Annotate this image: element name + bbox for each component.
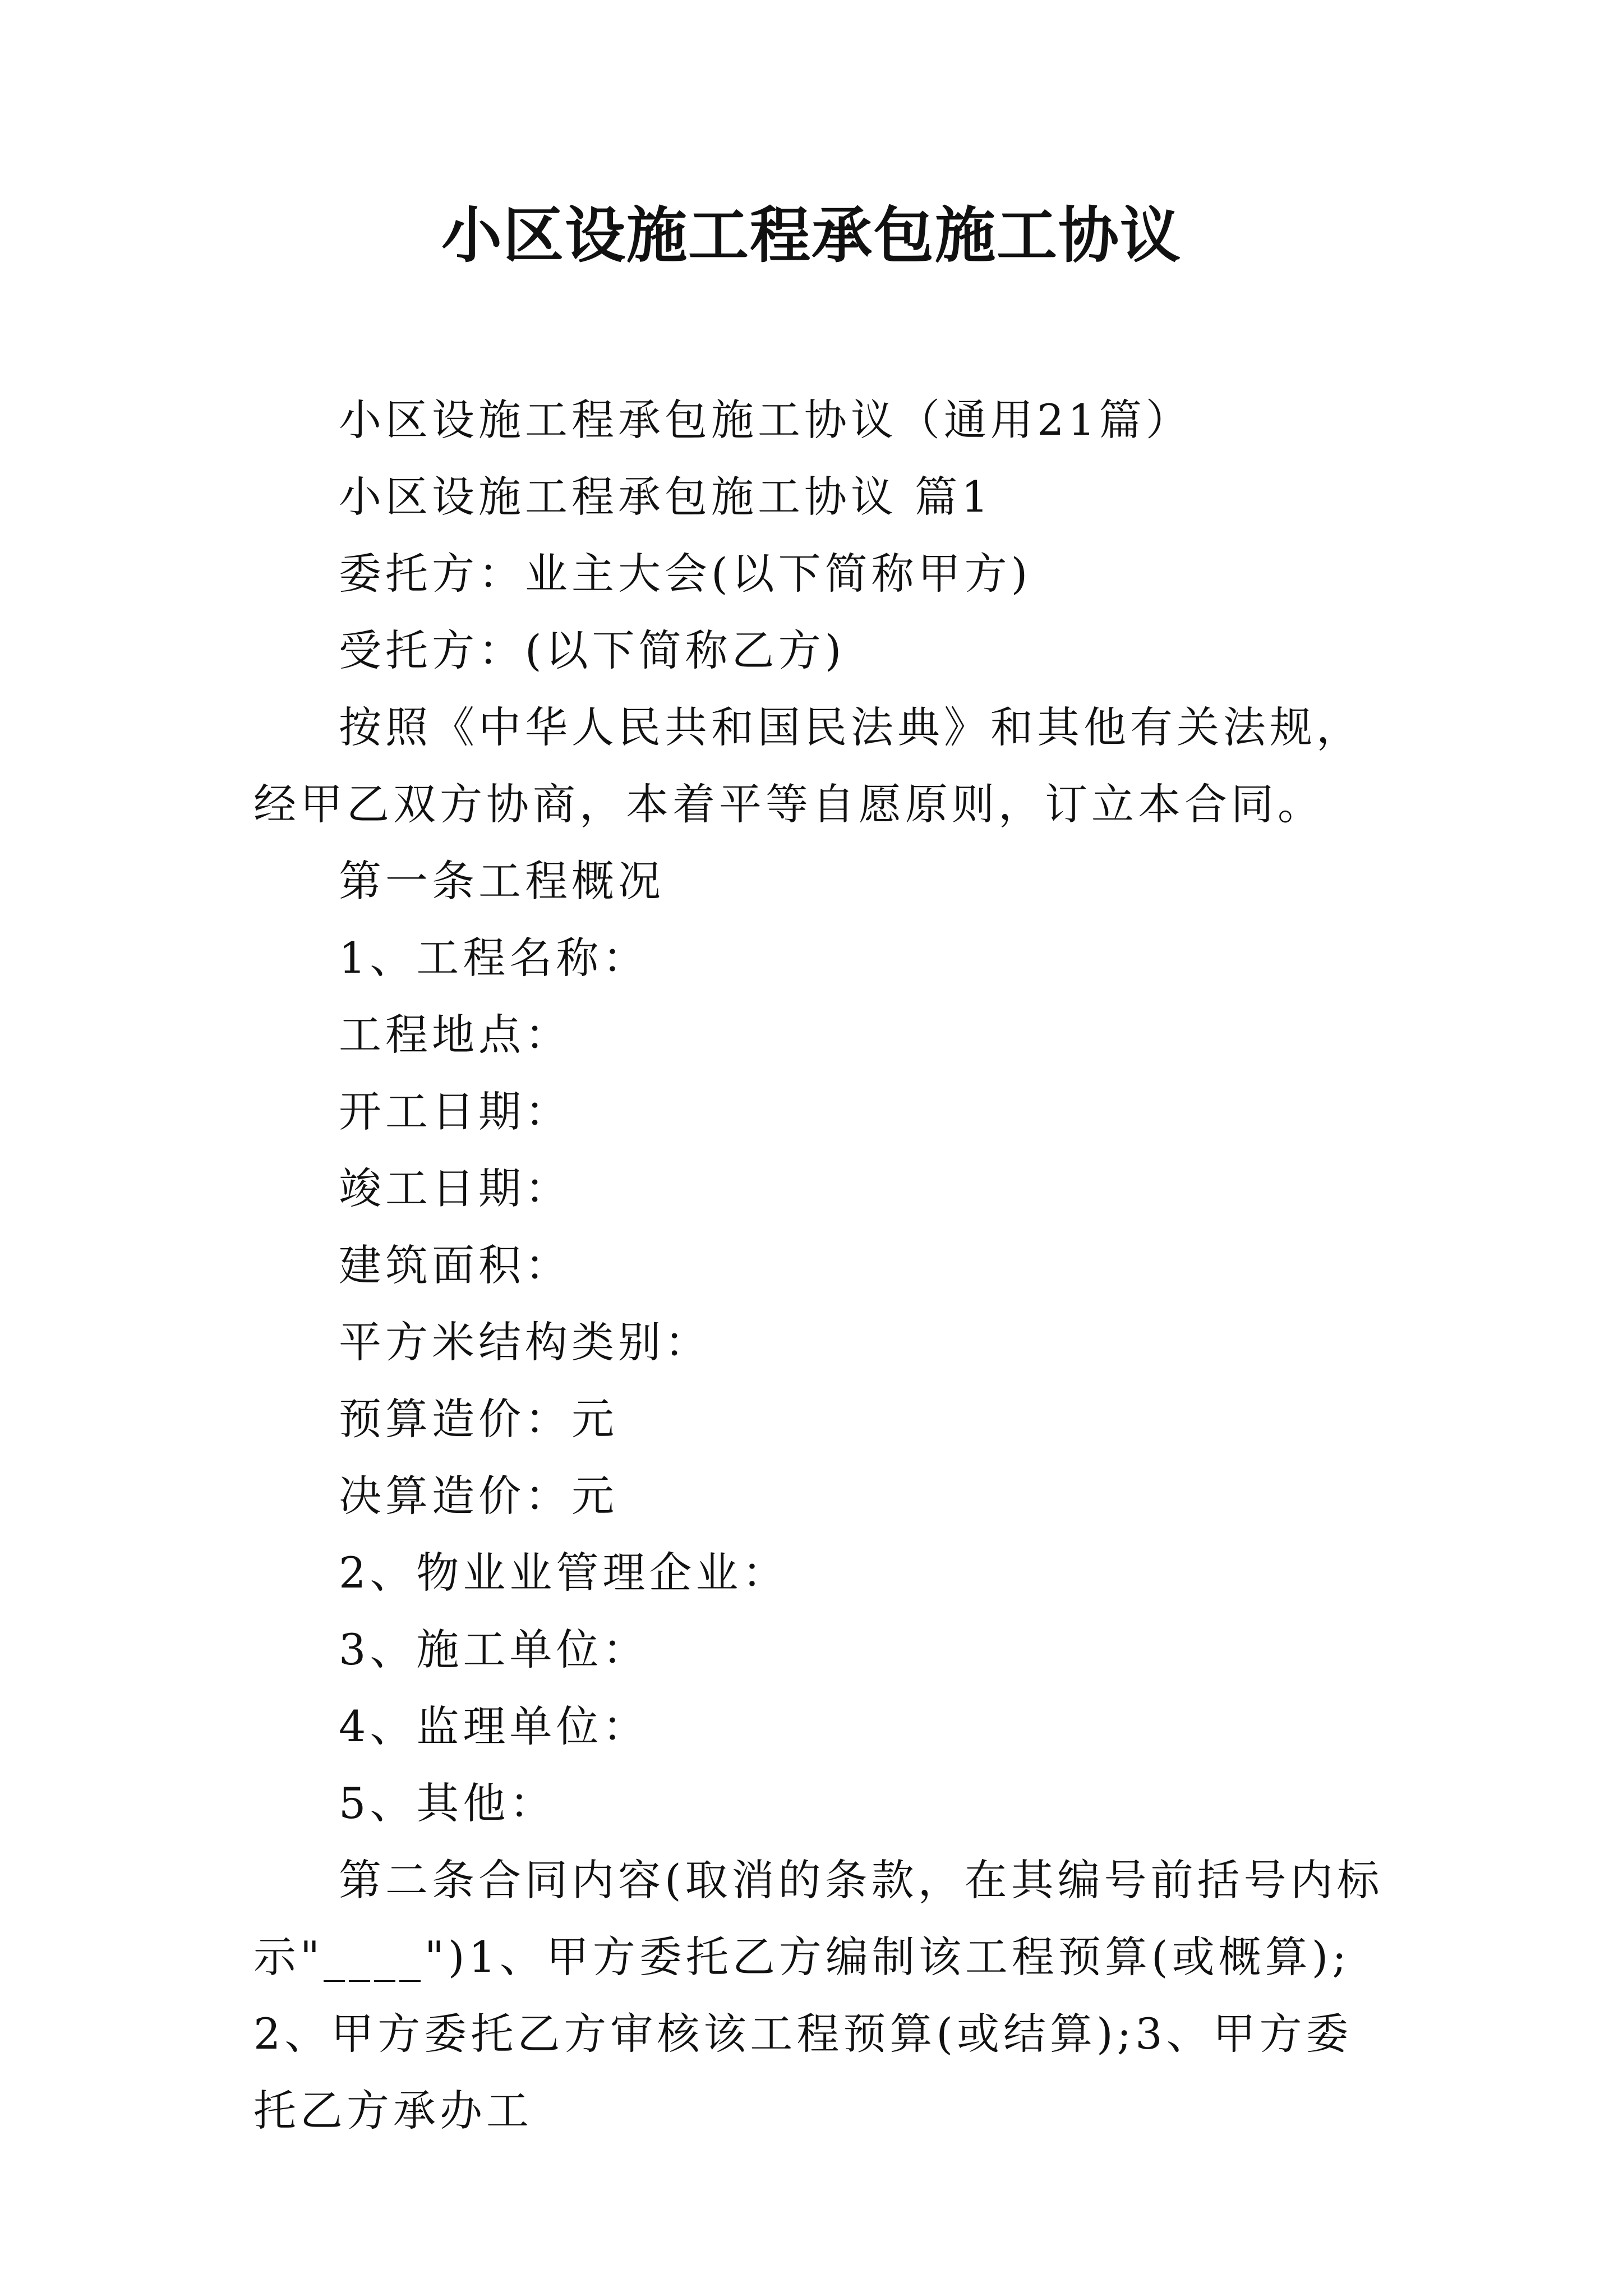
paragraph: 第二条合同内容(取消的条款，在其编号前括号内标示"____")1、甲方委托乙方编制该工程预算(或概算);2、甲方委托乙方审核该工程预算(或结算);3、甲方委托乙方承办工 (253, 1855, 1384, 2136)
paragraph: 开工日期： (339, 1087, 571, 1137)
paragraph: 工程地点： (339, 1010, 571, 1060)
paragraph: 4、监理单位： (339, 1701, 649, 1751)
paragraph: 1、工程名称： (339, 933, 649, 983)
paragraph: 按照《中华人民共和国民法典》和其他有关法规，经甲乙双方协商，本着平等自愿原则，订立本合同。 (253, 702, 1363, 829)
paragraph: 受托方：(以下简称乙方) (339, 625, 846, 675)
document-body (253, 381, 1386, 2149)
paragraph: 第一条工程概况 (339, 856, 665, 906)
paragraph: 竣工日期： (339, 1163, 571, 1213)
paragraph: 3、施工单位： (339, 1625, 649, 1674)
paragraph: 决算造价：元 (339, 1471, 618, 1521)
paragraph: 平方米结构类别： (339, 1317, 711, 1367)
paragraph: 2、物业业管理企业： (339, 1548, 789, 1598)
paragraph: 委托方：业主大会(以下简称甲方) (339, 549, 1032, 599)
document-title: 小区设施工程承包施工协议 (441, 200, 1182, 271)
paragraph: 预算造价：元 (339, 1394, 618, 1444)
paragraph: 小区设施工程承包施工协议（通用21篇） (339, 395, 1192, 445)
paragraph: 小区设施工程承包施工协议 篇1 (339, 472, 993, 522)
paragraph: 建筑面积： (339, 1240, 571, 1290)
paragraph: 5、其他： (339, 1778, 556, 1828)
